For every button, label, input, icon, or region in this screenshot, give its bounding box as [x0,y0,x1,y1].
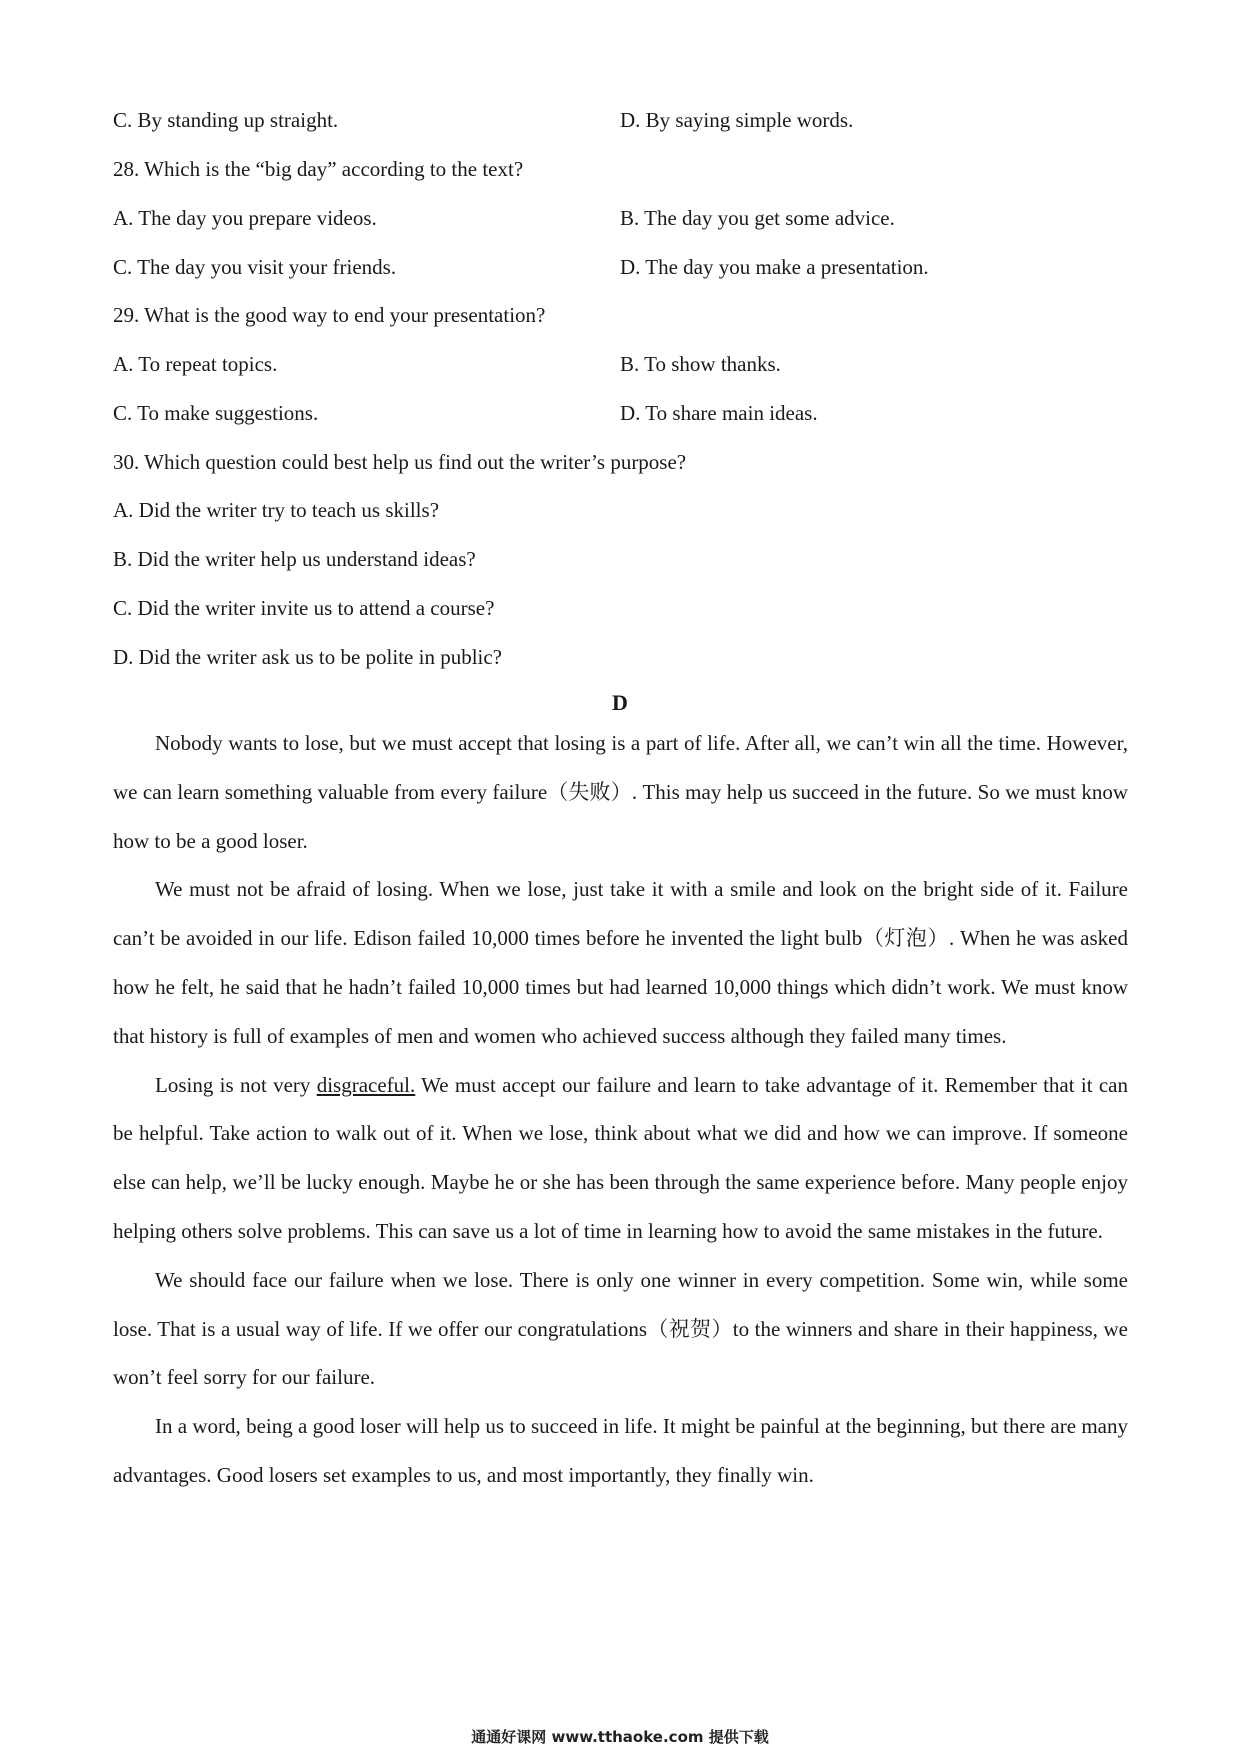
q29-option-c: C. To make suggestions. [113,401,319,425]
q29-question: 29. What is the good way to end your presentation? [113,303,546,327]
q30-option-c: C. Did the writer invite us to attend a course? [113,596,495,620]
q27-option-d: D. By saying simple words. [620,108,854,132]
passage-paragraph-4: We should face our failure when we lose. There is only one winner in every competition. Some win, while some lose. That is a usual way of life. If we offer our congratulations（祝贺）to the winners and share in their happiness, we won’t feel sorry for our failure. [113,1267,1128,1390]
q30-option-a: A. Did the writer try to teach us skills? [113,498,440,522]
q29-option-b: B. To show thanks. [620,352,781,376]
q30-question: 30. Which question could best help us find out the writer’s purpose? [113,450,687,474]
section-d-title: D [612,690,628,715]
page-footer: 通通好课网 www.tthaoke.com 提供下载 [471,1728,769,1746]
q30-option-d: D. Did the writer ask us to be polite in public? [113,645,503,669]
q28-option-d: D. The day you make a presentation. [620,255,929,279]
passage-paragraph-2: We must not be afraid of losing. When we lose, just take it with a smile and look on the bright side of it. Failure can’t be avoided in our life. Edison failed 10,000 times before he invented the light bulb（灯泡）. When he was asked how he felt, he said that he hadn’t failed 10,000 times but had learned 10,000 things which didn’t work. We must know that history is full of examples of men and women who achieved success although they failed many times. [113,877,1128,1048]
section-d-passage [113,719,1128,1500]
q28-option-c: C. The day you visit your friends. [113,255,397,279]
passage-paragraph-5: In a word, being a good loser will help us to succeed in life. It might be painful at the beginning, but there are many advantages. Good losers set examples to us, and most importantly, they finally win. [113,1414,1128,1487]
paragraph-3-rest: We must accept our failure and learn to take advantage of it. Remember that it can be helpful. Take action to walk out of it. When we lose, think about what we did and how we can improve. If someone else can help, we’ll be lucky enough. Maybe he or she has been through the same experience before. Many people enjoy helping others solve problems. This can save us a lot of time in learning how to avoid the same mistakes in the future. [113,1072,1128,1243]
paragraph-3-start: Losing is not very [155,1072,317,1097]
q28-option-a: A. The day you prepare videos. [113,206,377,230]
passage-paragraph-3 [113,1061,1128,1256]
q28-option-b: B. The day you get some advice. [620,206,895,230]
underlined-word: disgraceful. [316,1072,416,1097]
q29-option-d: D. To share main ideas. [620,401,818,425]
q29-option-a: A. To repeat topics. [113,352,278,376]
passage-paragraph-1: Nobody wants to lose, but we must accept that losing is a part of life. After all, we can’t win all the time. However, we can learn something valuable from every failure（失败）. This may help us succeed in the future. So we must know how to be a good loser. [113,731,1128,853]
q27-option-c: C. By standing up straight. [113,108,339,132]
q28-question: 28. Which is the “big day” according to the text? [113,157,524,181]
q30-option-b: B. Did the writer help us understand ideas? [113,547,476,571]
